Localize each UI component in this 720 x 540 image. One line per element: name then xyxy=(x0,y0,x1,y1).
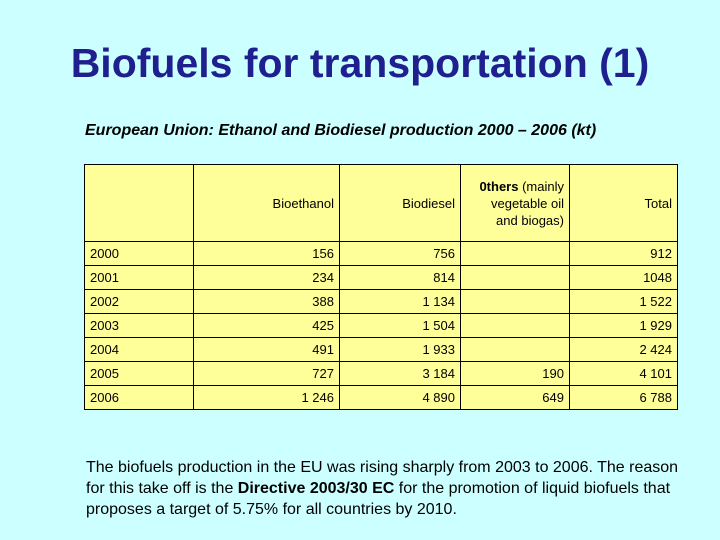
table-row xyxy=(85,242,678,266)
cell-biodiesel: 1 504 xyxy=(340,314,461,338)
cell-biodiesel: 756 xyxy=(340,242,461,266)
cell-total: 1048 xyxy=(570,266,678,290)
header-others-label: 0thers xyxy=(479,178,519,194)
table-row xyxy=(85,314,678,338)
header-total: Total xyxy=(570,165,678,242)
cell-bioethanol: 727 xyxy=(194,362,340,386)
cell-year: 2003 xyxy=(85,314,194,338)
cell-bioethanol: 491 xyxy=(194,338,340,362)
summary-text-end: for the promotion of liquid biofuels that proposes a target of 5.75% for all countries by 2010. xyxy=(86,480,671,518)
cell-year: 2002 xyxy=(85,290,194,314)
cell-bioethanol: 156 xyxy=(194,242,340,266)
cell-others xyxy=(461,242,570,266)
cell-total: 6 788 xyxy=(570,386,678,410)
table-row xyxy=(85,338,678,362)
header-year xyxy=(85,165,194,242)
cell-year: 2000 xyxy=(85,242,194,266)
cell-bioethanol: 234 xyxy=(194,266,340,290)
header-biodiesel: Biodiesel xyxy=(340,165,461,242)
directive-reference: Directive 2003/30 EC xyxy=(237,480,395,497)
summary-paragraph xyxy=(86,457,696,520)
cell-others: 649 xyxy=(461,386,570,410)
cell-year: 2006 xyxy=(85,386,194,410)
table-row xyxy=(85,386,678,410)
cell-year: 2005 xyxy=(85,362,194,386)
cell-biodiesel: 3 184 xyxy=(340,362,461,386)
summary-text-start: The biofuels production in the EU was rising sharply from 2003 to 2006. The reason for this take off is the xyxy=(86,459,679,497)
production-table xyxy=(84,164,678,410)
cell-others xyxy=(461,338,570,362)
cell-total: 1 929 xyxy=(570,314,678,338)
cell-biodiesel: 814 xyxy=(340,266,461,290)
cell-others xyxy=(461,314,570,338)
header-others-note: (mainly vegetable oil and biogas) xyxy=(491,178,564,228)
cell-biodiesel: 1 134 xyxy=(340,290,461,314)
cell-biodiesel: 4 890 xyxy=(340,386,461,410)
cell-total: 912 xyxy=(570,242,678,266)
cell-bioethanol: 425 xyxy=(194,314,340,338)
cell-biodiesel: 1 933 xyxy=(340,338,461,362)
cell-year: 2001 xyxy=(85,266,194,290)
header-others xyxy=(461,165,570,242)
cell-total: 4 101 xyxy=(570,362,678,386)
cell-year: 2004 xyxy=(85,338,194,362)
table-row xyxy=(85,290,678,314)
table-row xyxy=(85,266,678,290)
cell-others xyxy=(461,266,570,290)
page-title: Biofuels for transportation (1) xyxy=(70,40,650,86)
cell-others xyxy=(461,290,570,314)
cell-others: 190 xyxy=(461,362,570,386)
table-caption: European Union: Ethanol and Biodiesel production 2000 – 2006 (kt) xyxy=(85,122,597,139)
cell-total: 2 424 xyxy=(570,338,678,362)
table-row xyxy=(85,362,678,386)
cell-bioethanol: 388 xyxy=(194,290,340,314)
table-header-row xyxy=(85,165,678,242)
header-bioethanol: Bioethanol xyxy=(194,165,340,242)
cell-total: 1 522 xyxy=(570,290,678,314)
cell-bioethanol: 1 246 xyxy=(194,386,340,410)
